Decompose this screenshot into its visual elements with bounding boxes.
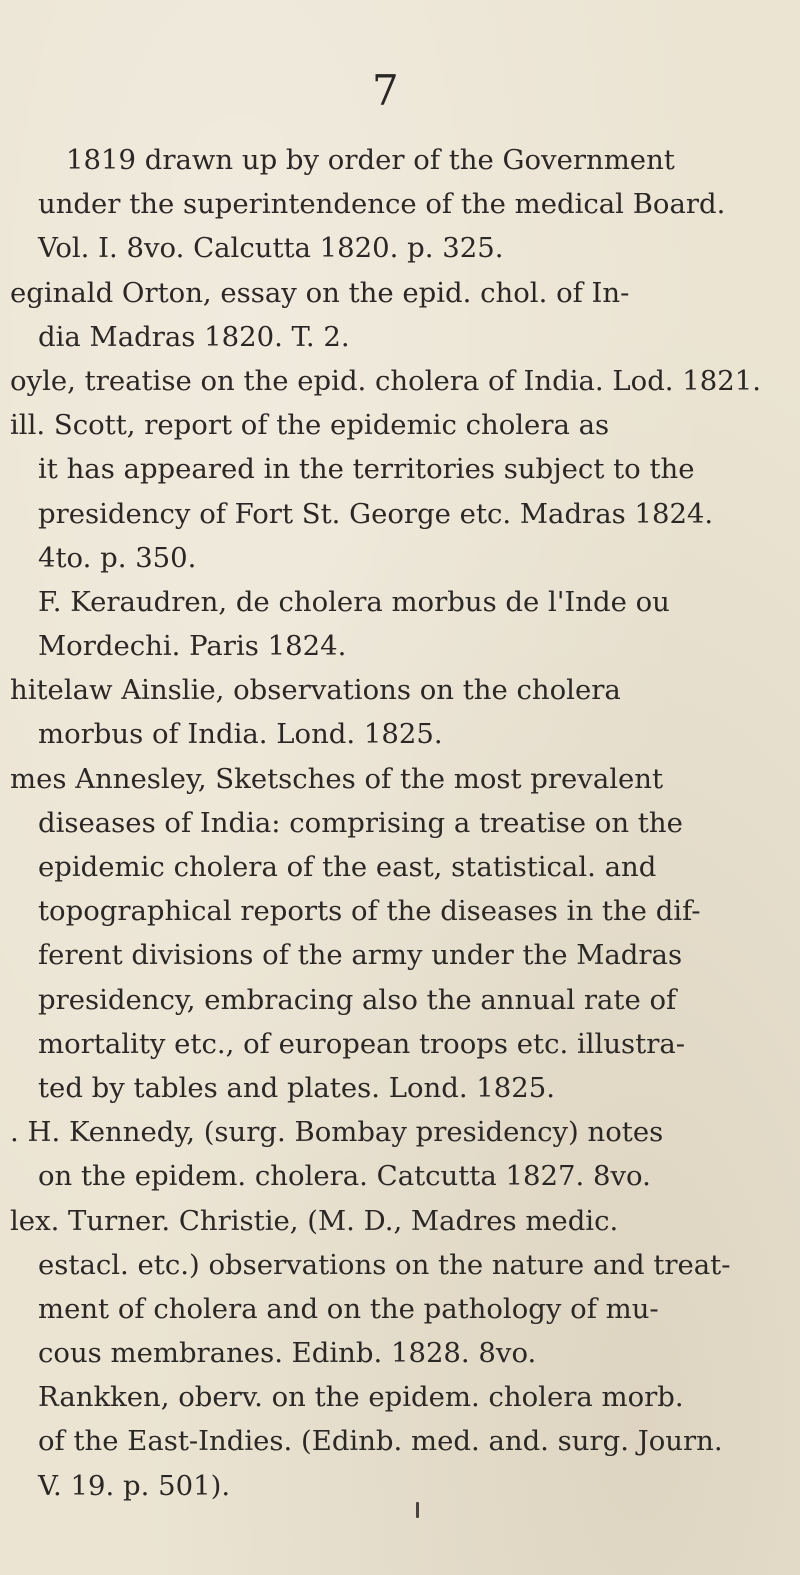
text-line: lex. Turner. Christie, (M. D., Madres medic. — [10, 1204, 619, 1237]
page-number: 7 — [372, 66, 399, 115]
text-line: presidency, embracing also the annual rate of — [38, 983, 677, 1016]
text-line: cous membranes. Edinb. 1828. 8vo. — [38, 1337, 537, 1370]
text-line: epidemic cholera of the east, statistical. and — [38, 851, 657, 883]
text-line: on the epidem. cholera. Catcutta 1827. 8vo. — [38, 1160, 651, 1193]
text-line: eginald Orton, essay on the epid. chol. of In- — [10, 276, 630, 309]
text-line: mes Annesley, Sketsches of the most prevalent — [10, 762, 664, 795]
text-line: Rankken, oberv. on the epidem. cholera morb. — [38, 1381, 684, 1414]
text-line: ill. Scott, report of the epidemic cholera as — [10, 409, 610, 442]
text-line: it has appeared in the territories subject to the — [38, 453, 695, 486]
text-line: oyle, treatise on the epid. cholera of India. Lod. 1821. — [10, 364, 762, 397]
text-line: of the East-Indies. (Edinb. med. and. surg. Journ. — [38, 1425, 723, 1458]
text-line: Mordechi. Paris 1824. — [38, 630, 347, 663]
text-line: 1819 drawn up by order of the Government — [66, 144, 675, 176]
paper-mark — [416, 1502, 419, 1518]
text-line: Vol. I. 8vo. Calcutta 1820. p. 325. — [38, 232, 504, 265]
text-line: dia Madras 1820. T. 2. — [38, 320, 350, 353]
text-line: ment of cholera and on the pathology of mu- — [38, 1292, 659, 1325]
text-line: ferent divisions of the army under the Madras — [38, 939, 683, 972]
text-line: under the superintendence of the medical Board. — [38, 188, 726, 221]
text-line: presidency of Fort St. George etc. Madras 1824. — [38, 497, 714, 530]
text-line: . H. Kennedy, (surg. Bombay presidency) notes — [10, 1116, 664, 1149]
text-line: morbus of India. Lond. 1825. — [38, 718, 443, 751]
text-line: diseases of India: comprising a treatise on the — [38, 806, 683, 839]
text-line: F. Keraudren, de cholera morbus de l'Inde ou — [38, 585, 670, 618]
text-line: estacl. etc.) observations on the nature and treat- — [38, 1248, 731, 1281]
text-line: ted by tables and plates. Lond. 1825. — [38, 1071, 556, 1104]
text-line: topographical reports of the diseases in the dif- — [38, 895, 701, 928]
text-line: V. 19. p. 501). — [38, 1469, 231, 1502]
text-line: 4to. p. 350. — [38, 541, 197, 574]
text-line: hitelaw Ainslie, observations on the cholera — [10, 674, 621, 707]
bibliography-text — [10, 138, 800, 1508]
text-line: mortality etc., of european troops etc. illustra- — [38, 1027, 686, 1060]
